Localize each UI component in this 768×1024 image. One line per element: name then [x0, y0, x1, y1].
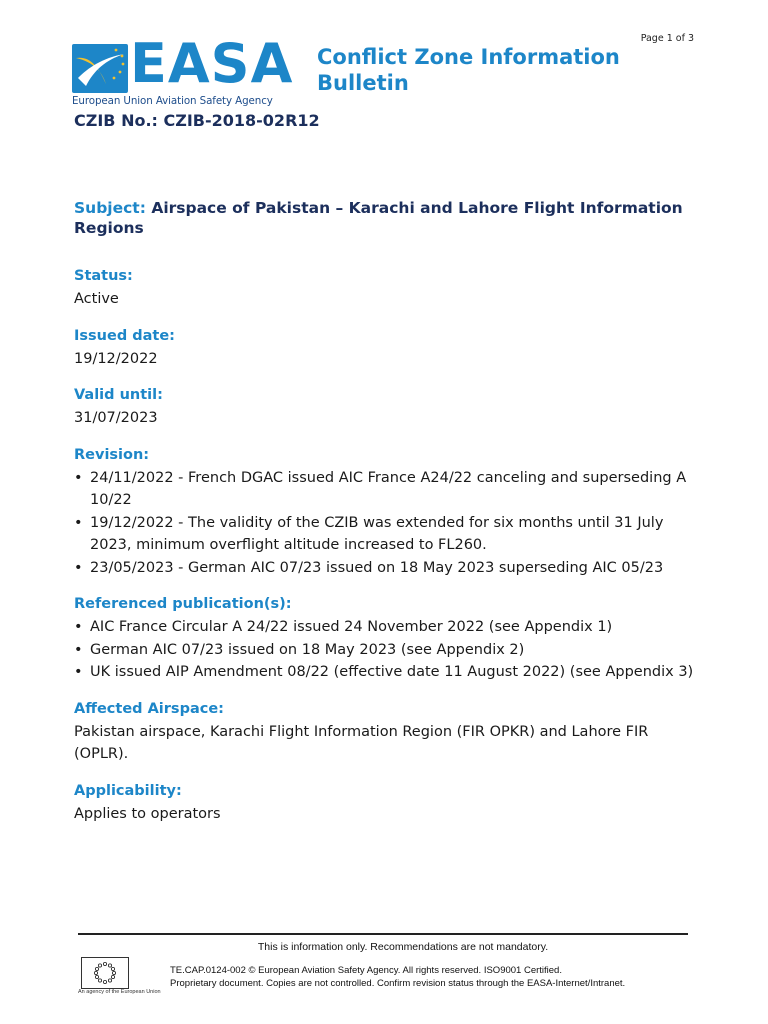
- easa-logo-subtitle: European Union Aviation Safety Agency: [72, 95, 273, 107]
- affected-airspace-value: Pakistan airspace, Karachi Flight Information Region (FIR OPKR) and Lahore FIR (OPLR).: [74, 723, 649, 762]
- footer-legal-line: TE.CAP.0124-002 © European Aviation Safety Agency. All rights reserved. ISO9001 Certified.: [170, 965, 562, 976]
- valid-until-value: 31/07/2023: [74, 410, 158, 426]
- footer-legal-line: Proprietary document. Copies are not controlled. Confirm revision status through the EASA-Internet/Intranet.: [170, 978, 626, 989]
- referenced-publications-list: [74, 616, 694, 684]
- list-item: • UK issued AIP Amendment 08/22 (effective date 11 August 2022) (see Appendix 3): [74, 661, 694, 684]
- footer: [78, 933, 688, 995]
- list-item: • 24/11/2022 - French DGAC issued AIC France A24/22 canceling and superseding A 10/22: [74, 467, 694, 512]
- status-label: Status:: [74, 268, 133, 284]
- applicability-value: Applies to operators: [74, 805, 221, 822]
- list-item: • 19/12/2022 - The validity of the CZIB was extended for six months until 31 July 2023, minimum overflight altitude increased to FL260.: [74, 512, 694, 557]
- eu-agency-caption: An agency of the European Union: [78, 989, 161, 995]
- document-title: Conflict Zone Information Bulletin: [317, 45, 620, 95]
- applicability-label: Applicability:: [74, 782, 182, 799]
- subject-text: Airspace of Pakistan – Karachi and Lahore Flight Information Regions: [74, 199, 683, 237]
- status-value: Active: [74, 291, 119, 307]
- easa-logo: [72, 32, 294, 112]
- easa-wordmark: EASA: [130, 32, 294, 95]
- referenced-publications-label: Referenced publication(s):: [74, 596, 292, 612]
- subject: [74, 198, 694, 238]
- footer-legal: [170, 964, 625, 990]
- affected-airspace-label: Affected Airspace:: [74, 700, 224, 717]
- eu-flag-icon: [81, 957, 129, 989]
- revision-list: [74, 467, 694, 580]
- bulletin-content: [74, 198, 694, 840]
- easa-logo-mark: [72, 44, 128, 93]
- list-item: • AIC France Circular A 24/22 issued 24 November 2022 (see Appendix 1): [74, 616, 694, 639]
- subject-label: Subject:: [74, 199, 146, 217]
- page-number: Page 1 of 3: [640, 33, 694, 44]
- footer-divider: [78, 933, 688, 935]
- issued-date-value: 19/12/2022: [74, 350, 158, 367]
- footer-disclaimer: This is information only. Recommendations are not mandatory.: [257, 940, 549, 953]
- czib-number: CZIB No.: CZIB-2018-02R12: [74, 111, 320, 130]
- list-item: • 23/05/2023 - German AIC 07/23 issued on 18 May 2023 superseding AIC 05/23: [74, 557, 694, 580]
- list-item: • German AIC 07/23 issued on 18 May 2023 (see Appendix 2): [74, 639, 694, 662]
- valid-until-label: Valid until:: [74, 387, 163, 403]
- issued-date-label: Issued date:: [74, 327, 175, 344]
- revision-label: Revision:: [74, 446, 150, 463]
